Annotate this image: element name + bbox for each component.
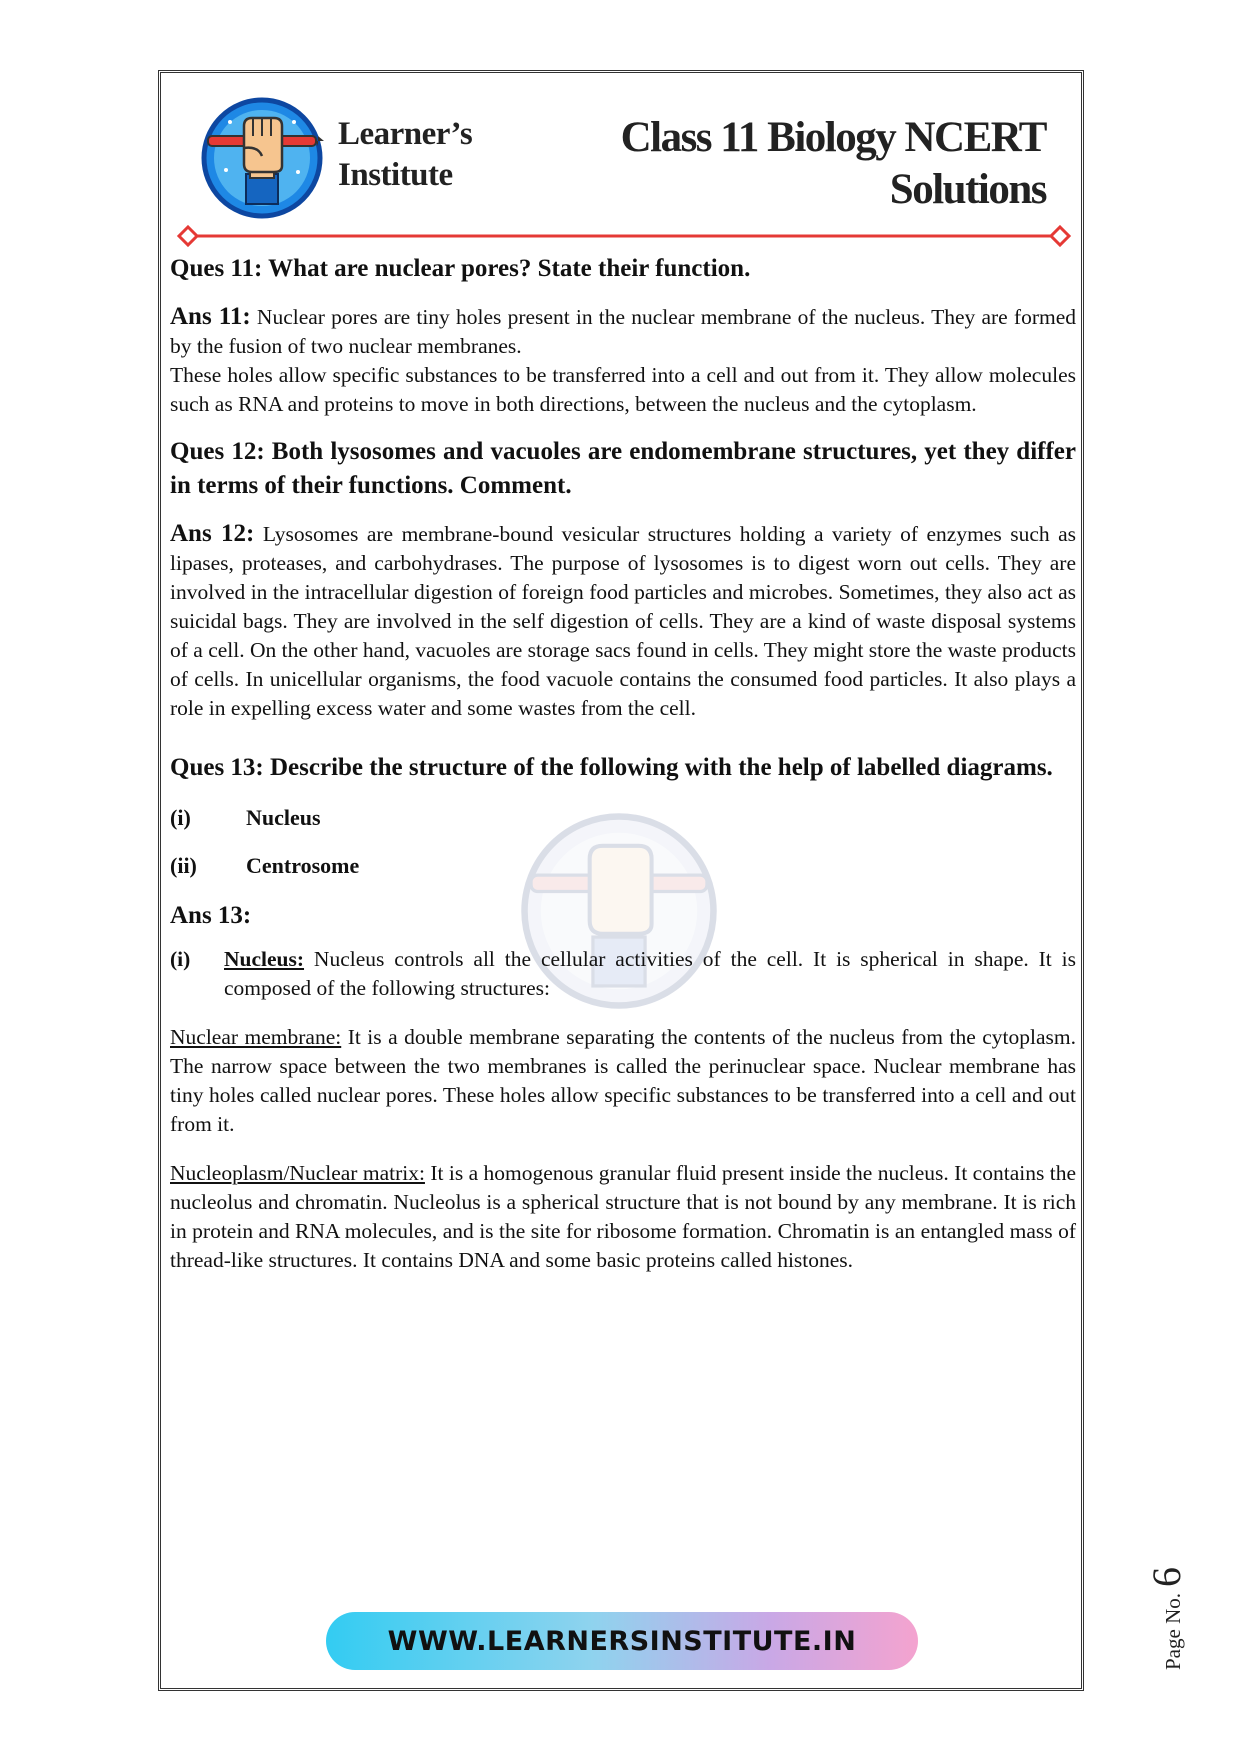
- brand-line-2: Institute: [338, 157, 453, 193]
- item-number: (i): [170, 805, 191, 830]
- answer-11-text-2: These holes allow specific substances to be transferred into a cell and out from it. They allow molecules such as RNA and proteins to move in both directions, between the nucleus and the cytoplasm.: [170, 363, 1076, 416]
- page-number: [1143, 1567, 1190, 1670]
- nucleoplasm-paragraph: [170, 1159, 1076, 1275]
- item-label: Nucleus: [246, 805, 321, 830]
- nucleoplasm-text: It is a homogenous granular fluid present inside the nucleus. It contains the nucleolus and chromatin. Nucleolus is a spherical structure that is not bound by any membrane. It is rich in protein and RNA molecules, and is the site for ribosome formation. Chromatin is an entangled mass of thread-like structures. It contains DNA and some basic proteins called histones.: [170, 1161, 1076, 1272]
- main-content: [170, 248, 1076, 1275]
- answer-13-label: Ans 13:: [170, 902, 252, 929]
- answer-11-label: Ans 11:: [170, 303, 251, 330]
- page-title: [621, 112, 1046, 216]
- question-11: Ques 11: What are nuclear pores? State their function.: [170, 255, 751, 282]
- question-13-item: [170, 803, 1076, 833]
- nuclear-membrane-term: Nuclear membrane:: [170, 1025, 342, 1049]
- question-13: Ques 13: Describe the structure of the following with the help of labelled diagrams.: [170, 754, 1053, 781]
- website-banner[interactable]: [326, 1612, 918, 1670]
- answer-13-item-number: (i): [170, 947, 191, 971]
- page-number-label: Page No.: [1161, 1593, 1185, 1670]
- answer-11-text: Nuclear pores are tiny holes present in the nuclear membrane of the nucleus. They are formed by the fusion of two nuclear membranes.: [170, 305, 1076, 358]
- nucleoplasm-term: Nucleoplasm/Nuclear matrix:: [170, 1161, 425, 1185]
- answer-11: [170, 302, 1076, 361]
- website-url[interactable]: WWW.LEARNERSINSTITUTE.IN: [387, 1625, 857, 1657]
- institute-logo-icon: [200, 96, 324, 220]
- header-divider: [176, 224, 1072, 248]
- nucleus-text: Nucleus controls all the cellular activities of the cell. It is spherical in shape. It is composed of the following structures:: [224, 947, 1076, 1000]
- question-13-item: [170, 851, 1076, 881]
- nucleus-heading: Nucleus:: [224, 947, 305, 971]
- item-label: Centrosome: [246, 853, 360, 878]
- title-line-2: Solutions: [889, 166, 1046, 213]
- brand-name: [338, 114, 472, 196]
- nuclear-membrane-text: It is a double membrane separating the contents of the nucleus from the cytoplasm. The narrow space between the two membranes is called the perinuclear space. Nuclear membrane has tiny holes called nuclear pores. These holes allow specific substances to be transferred into a cell and out from it.: [170, 1025, 1076, 1136]
- answer-12: [170, 519, 1076, 723]
- brand-line-1: Learner’s: [338, 116, 473, 152]
- answer-12-text: Lysosomes are membrane-bound vesicular structures holding a variety of enzymes such as lipases, proteases, and carbohydrases. The purpose of lysosomes is to digest worn out cells. They are involved in the intracellular digestion of foreign food particles and microbes. Sometimes, they also act as suicidal bags. They are involved in the self digestion of cells. They are a kind of waste disposal systems of a cell. On the other hand, vacuoles are storage sacs found in cells. They might store the waste products of cells. In unicellular organisms, the food vacuole contains the consumed food particles. It also plays a role in expelling excess water and some wastes from the cell.: [170, 522, 1076, 720]
- answer-13-item: [170, 945, 1076, 1003]
- answer-12-label: Ans 12:: [170, 520, 255, 547]
- question-12: Ques 12: Both lysosomes and vacuoles are endomembrane structures, yet they differ in terms of their functions. Comment.: [170, 438, 1076, 499]
- item-number: (ii): [170, 853, 197, 878]
- page-number-value: 6: [1144, 1567, 1189, 1587]
- title-line-1: Class 11 Biology NCERT: [620, 114, 1046, 161]
- nuclear-membrane-paragraph: [170, 1023, 1076, 1139]
